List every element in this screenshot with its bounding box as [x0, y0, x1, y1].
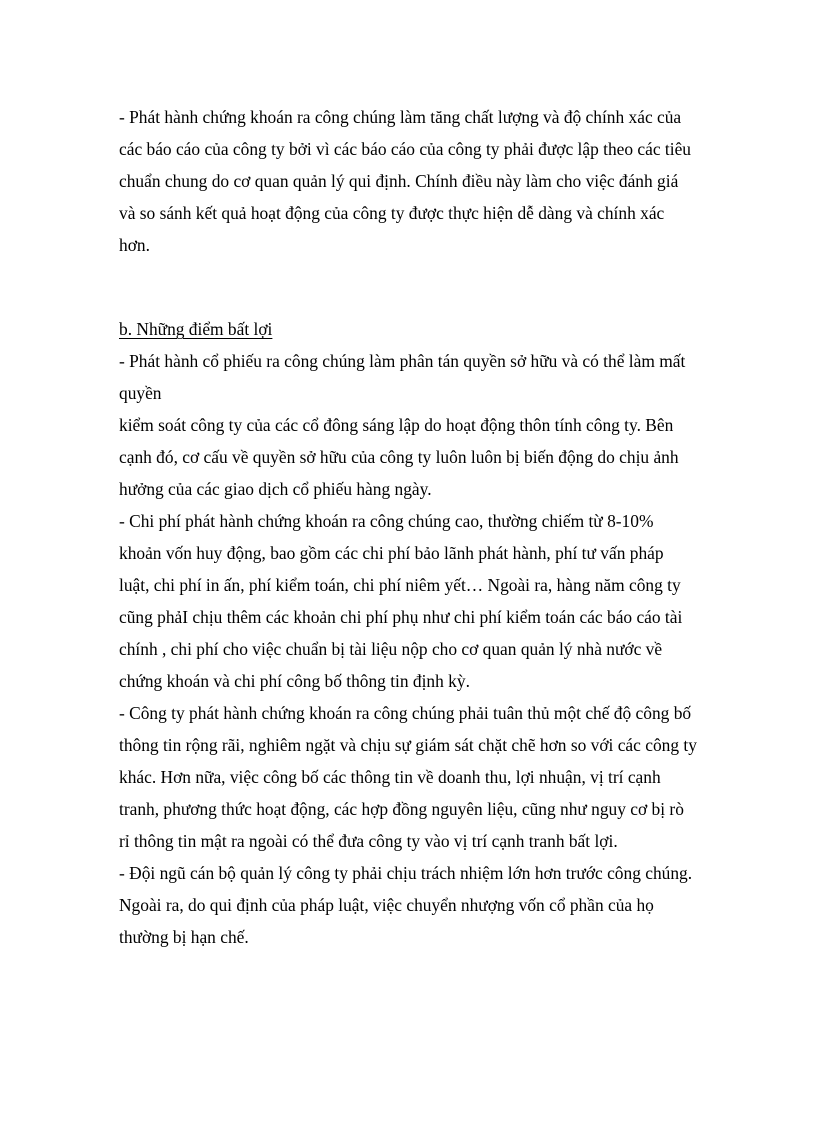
text-line: khoản vốn huy động, bao gồm các chi phí bảo lãnh phát hành, phí tư vấn pháp — [119, 543, 664, 563]
text-line: hưởng của các giao dịch cổ phiếu hàng ngày. — [119, 479, 432, 499]
section-heading-text: b. Những điểm bất lợi — [119, 319, 273, 339]
text-line: - Chi phí phát hành chứng khoán ra công chúng cao, thường chiếm từ 8-10% — [119, 511, 654, 531]
text-line: hơn. — [119, 235, 150, 255]
text-line: khác. Hơn nữa, việc công bố các thông tin về doanh thu, lợi nhuận, vị trí cạnh — [119, 767, 661, 787]
text-line: chuẩn chung do cơ quan quản lý qui định. Chính điều này làm cho việc đánh giá — [119, 171, 679, 191]
text-line: - Đội ngũ cán bộ quản lý công ty phải chịu trách nhiệm lớn hơn trước công chúng. — [119, 863, 693, 883]
text-line: cũng phảI chịu thêm các khoản chi phí phụ như chi phí kiểm toán các báo cáo tài — [119, 607, 683, 627]
text-line: - Phát hành cổ phiếu ra công chúng làm phân tán quyền sở hữu và có thể làm mất — [119, 351, 686, 371]
text-line: thường bị hạn chế. — [119, 927, 249, 947]
paragraph-advantages-continued — [119, 101, 719, 261]
section-disadvantages — [119, 313, 719, 953]
text-line: cạnh đó, cơ cấu về quyền sở hữu của công ty luôn luôn bị biến động do chịu ảnh — [119, 447, 679, 467]
text-line: - Công ty phát hành chứng khoán ra công chúng phải tuân thủ một chế độ công bố — [119, 703, 692, 723]
text-line: quyền — [119, 383, 162, 403]
text-line: chứng khoán và chi phí công bố thông tin định kỳ. — [119, 671, 470, 691]
text-line: thông tin rộng rãi, nghiêm ngặt và chịu sự giám sát chặt chẽ hơn so với các công ty — [119, 735, 697, 755]
text-line: Ngoài ra, do qui định của pháp luật, việc chuyển nhượng vốn cổ phần của họ — [119, 895, 654, 915]
text-line: rỉ thông tin mật ra ngoài có thể đưa công ty vào vị trí cạnh tranh bất lợi. — [119, 831, 618, 851]
text-line: luật, chi phí in ấn, phí kiểm toán, chi phí niêm yết… Ngoài ra, hàng năm công ty — [119, 575, 681, 595]
text-line: - Phát hành chứng khoán ra công chúng làm tăng chất lượng và độ chính xác của — [119, 107, 682, 127]
text-line: tranh, phương thức hoạt động, các hợp đồng nguyên liệu, cũng như nguy cơ bị rò — [119, 799, 684, 819]
text-line: kiểm soát công ty của các cổ đông sáng lập do hoạt động thôn tính công ty. Bên — [119, 415, 674, 435]
text-line: và so sánh kết quả hoạt động của công ty được thực hiện dễ dàng và chính xác — [119, 203, 665, 223]
text-line: các báo cáo của công ty bởi vì các báo cáo của công ty phải được lập theo các tiêu — [119, 139, 691, 159]
text-line: chính , chi phí cho việc chuẩn bị tài liệu nộp cho cơ quan quản lý nhà nước về — [119, 639, 663, 659]
section-heading — [119, 313, 719, 345]
